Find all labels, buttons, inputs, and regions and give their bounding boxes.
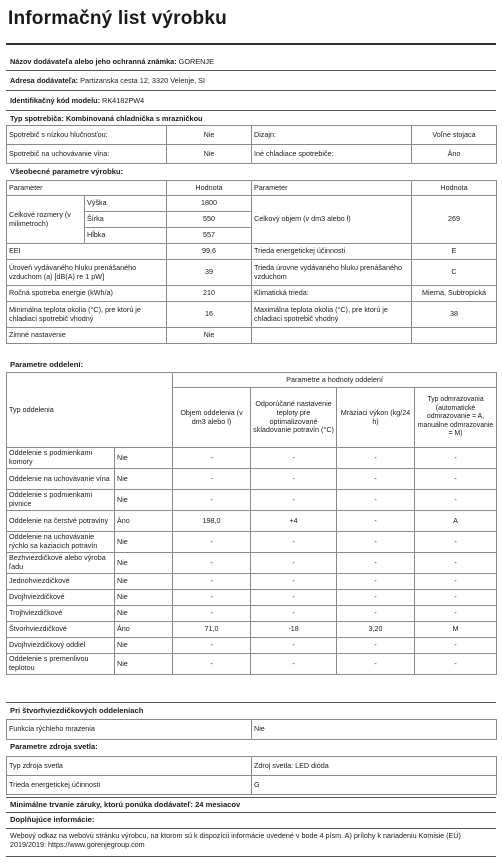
- col-header-parameter: Parameter: [252, 181, 412, 196]
- compartment-present: Nie: [115, 469, 173, 490]
- compartment-defrost-type: -: [415, 606, 497, 622]
- compartment-temperature: -: [251, 574, 337, 590]
- compartment-present: Áno: [115, 511, 173, 532]
- light-type-value: Zdroj svetla: LED dióda: [252, 757, 497, 776]
- compartment-name: Trojhviezdičkové: [7, 606, 115, 622]
- compartment-present: Nie: [115, 532, 173, 553]
- compartment-freezing-capacity: -: [337, 448, 415, 469]
- compartment-volume: -: [173, 606, 251, 622]
- cell-label: Spotrebič s nízkou hlučnosťou:: [7, 126, 167, 145]
- divider: [6, 828, 496, 829]
- compartment-freezing-capacity: -: [337, 574, 415, 590]
- table-row: [7, 490, 497, 511]
- compartment-freezing-capacity: -: [337, 654, 415, 675]
- dimension-value: 557: [167, 228, 252, 244]
- light-table: [6, 756, 497, 795]
- compartment-name: Dvojhviezdičkový oddiel: [7, 638, 115, 654]
- supplier-row: [10, 57, 214, 66]
- compartment-name: Štvorhviezdičkové: [7, 622, 115, 638]
- compartment-volume: -: [173, 553, 251, 574]
- table-row: [7, 553, 497, 574]
- col-header-value: Hodnota: [167, 181, 252, 196]
- appliance-type-label: Typ spotrebiča:: [10, 114, 64, 123]
- table-row: [7, 511, 497, 532]
- four-star-table: [6, 719, 497, 740]
- compartments-body: [7, 448, 497, 675]
- cell-value: Voľne stojaca: [412, 126, 497, 145]
- light-heading: Parametre zdroja svetla:: [10, 742, 98, 751]
- cell-value: Nie: [167, 328, 252, 344]
- compartment-name: Jednohviezdičkové: [7, 574, 115, 590]
- compartment-temperature: -: [251, 590, 337, 606]
- compartment-freezing-capacity: -: [337, 469, 415, 490]
- cell-label: Ročná spotreba energie (kWh/a): [7, 286, 167, 302]
- compartment-freezing-capacity: -: [337, 638, 415, 654]
- divider: [6, 856, 496, 857]
- compartment-name: Dvojhviezdičkové: [7, 590, 115, 606]
- divider: [6, 43, 496, 45]
- cell-label: Úroveň vydávaného hluku prenášaného vzduchom (a) [dB(A) re 1 pW]: [7, 260, 167, 286]
- table-row: [7, 448, 497, 469]
- general-parameters-table: [6, 180, 497, 344]
- table-row: [7, 654, 497, 675]
- compartment-volume: -: [173, 638, 251, 654]
- dimension-value: 550: [167, 212, 252, 228]
- compartment-temperature: +4: [251, 511, 337, 532]
- compartment-volume: 71,0: [173, 622, 251, 638]
- compartment-freezing-capacity: -: [337, 590, 415, 606]
- compartment-defrost-type: -: [415, 490, 497, 511]
- compartment-present: Áno: [115, 622, 173, 638]
- page-title: Informačný list výrobku: [8, 8, 227, 29]
- compartment-freezing-capacity: 3,20: [337, 622, 415, 638]
- divider: [6, 70, 496, 71]
- compartment-defrost-type: -: [415, 574, 497, 590]
- total-volume-value: 269: [412, 196, 497, 244]
- compartment-temperature: -: [251, 448, 337, 469]
- col-header-defrost: Typ odmrazovania (automatické odmrazovanie = A, manuálne odmrazovanie = M): [415, 388, 497, 448]
- cell-value: 16: [167, 302, 252, 328]
- model-row: [10, 96, 144, 105]
- compartment-defrost-type: A: [415, 511, 497, 532]
- compartment-volume: -: [173, 532, 251, 553]
- compartment-freezing-capacity: -: [337, 490, 415, 511]
- dimension-name: Výška: [85, 196, 167, 212]
- light-class-label: Trieda energetickej účinnosti: [7, 776, 252, 795]
- table-row: [7, 606, 497, 622]
- compartment-temperature: -: [251, 490, 337, 511]
- cell-value: E: [412, 244, 497, 260]
- col-header-group: Parametre a hodnoty oddelení: [173, 373, 497, 388]
- table-row: [7, 590, 497, 606]
- address-row: [10, 76, 205, 85]
- divider: [6, 90, 496, 91]
- compartment-defrost-type: -: [415, 638, 497, 654]
- compartment-name: Oddelenie s premenlivou teplotou: [7, 654, 115, 675]
- compartment-freezing-capacity: -: [337, 511, 415, 532]
- compartment-temperature: -: [251, 469, 337, 490]
- cell-value: 38: [412, 302, 497, 328]
- additional-heading: Doplňujúce informácie:: [10, 815, 95, 824]
- appliance-type-row: [10, 114, 202, 123]
- col-header-value: Hodnota: [412, 181, 497, 196]
- compartment-name: Oddelenie na čerstvé potraviny: [7, 511, 115, 532]
- compartment-defrost-type: -: [415, 590, 497, 606]
- appliance-type-table: [6, 125, 497, 164]
- col-header-volume: Objem oddelenia (v dm3 alebo l): [173, 388, 251, 448]
- cell-label: Trieda energetickej účinnosti: [252, 244, 412, 260]
- compartment-defrost-type: -: [415, 469, 497, 490]
- cell-value: [412, 328, 497, 344]
- light-type-label: Typ zdroja svetla: [7, 757, 252, 776]
- compartment-name: Oddelenie s podmienkami komory: [7, 448, 115, 469]
- address-label: Adresa dodávateľa:: [10, 76, 79, 85]
- cell-label: Trieda úrovne vydávaného hluku prenášaného vzduchom: [252, 260, 412, 286]
- compartment-freezing-capacity: -: [337, 532, 415, 553]
- compartment-temperature: -18: [251, 622, 337, 638]
- compartment-volume: -: [173, 574, 251, 590]
- compartment-present: Nie: [115, 654, 173, 675]
- fast-freeze-value: Nie: [252, 720, 497, 740]
- compartment-volume: -: [173, 469, 251, 490]
- compartment-present: Nie: [115, 448, 173, 469]
- compartment-present: Nie: [115, 638, 173, 654]
- compartment-defrost-type: -: [415, 448, 497, 469]
- cell-value: Áno: [412, 145, 497, 164]
- cell-value: C: [412, 260, 497, 286]
- compartment-present: Nie: [115, 490, 173, 511]
- compartment-name: Oddelenie s podmienkami pivnice: [7, 490, 115, 511]
- compartment-temperature: -: [251, 553, 337, 574]
- compartment-volume: 198,0: [173, 511, 251, 532]
- compartment-volume: -: [173, 654, 251, 675]
- table-row: [7, 622, 497, 638]
- cell-label: [252, 328, 412, 344]
- cell-label: Minimálna teplota okolia (°C), pre ktorú je chladiaci spotrebič vhodný: [7, 302, 167, 328]
- col-header-temperature: Odporúčané nastavenie teploty pre optimalizované skladovanie potravín (°C): [251, 388, 337, 448]
- dimension-name: Šírka: [85, 212, 167, 228]
- supplier-label: Názov dodávateľa alebo jeho ochranná známka:: [10, 57, 177, 66]
- dimension-name: Hĺbka: [85, 228, 167, 244]
- divider: [6, 797, 496, 798]
- compartments-table: [6, 372, 497, 675]
- address-value: Partizanska cesta 12, 3320 Velenje, SI: [80, 76, 206, 85]
- cell-label: Iné chladiace spotrebiče:: [252, 145, 412, 164]
- supplier-value: GORENJE: [178, 57, 214, 66]
- cell-label: Spotrebič na uchovávanie vína:: [7, 145, 167, 164]
- compartment-name: Oddelenie na uchovávanie vína: [7, 469, 115, 490]
- table-row: [7, 532, 497, 553]
- cell-value: Nie: [167, 126, 252, 145]
- fast-freeze-label: Funkcia rýchleho mrazenia: [7, 720, 252, 740]
- cell-value: Nie: [167, 145, 252, 164]
- cell-label: EEI: [7, 244, 167, 260]
- cell-label: Zimné nastavenie: [7, 328, 167, 344]
- compartment-temperature: -: [251, 532, 337, 553]
- dimension-value: 1800: [167, 196, 252, 212]
- general-heading: Všeobecné parametre výrobku:: [10, 167, 124, 176]
- total-volume-label: Celkový objem (v dm3 alebo l): [252, 196, 412, 244]
- divider: [6, 702, 496, 703]
- divider: [6, 812, 496, 813]
- compartment-present: Nie: [115, 553, 173, 574]
- warranty-text: Minimálne trvanie záruky, ktorú ponúka dodávateľ: 24 mesiacov: [10, 800, 241, 809]
- cell-label: Dizajn:: [252, 126, 412, 145]
- divider: [6, 110, 496, 111]
- compartment-temperature: -: [251, 606, 337, 622]
- compartment-present: Nie: [115, 574, 173, 590]
- compartment-present: Nie: [115, 590, 173, 606]
- cell-value: 99,6: [167, 244, 252, 260]
- cell-value: 39: [167, 260, 252, 286]
- compartments-heading: Parametre oddelení:: [10, 360, 84, 369]
- compartment-freezing-capacity: -: [337, 553, 415, 574]
- compartment-defrost-type: -: [415, 532, 497, 553]
- light-class-value: G: [252, 776, 497, 795]
- table-row: [7, 638, 497, 654]
- compartment-freezing-capacity: -: [337, 606, 415, 622]
- col-header-parameter: Parameter: [7, 181, 167, 196]
- cell-value: 210: [167, 286, 252, 302]
- cell-label: Klimatická trieda:: [252, 286, 412, 302]
- compartment-defrost-type: -: [415, 553, 497, 574]
- table-row: [7, 469, 497, 490]
- additional-text: Webový odkaz na webovú stránku výrobcu, na ktorom sú k dispozícii informácie uvedené v bode 4 písm. A) prílohy k nariadeniu Komisie (EÚ) 2019/2019: https://www.gorenjegroup.com: [10, 831, 461, 850]
- appliance-type-value: Kombinovaná chladnička s mrazničkou: [65, 114, 203, 123]
- compartment-name: Oddelenie na uchovávanie rýchlo sa kaziacich potravín: [7, 532, 115, 553]
- model-label: Identifikačný kód modelu:: [10, 96, 101, 105]
- compartment-present: Nie: [115, 606, 173, 622]
- cell-value: Mierna, Subtropická: [412, 286, 497, 302]
- table-row: [7, 574, 497, 590]
- four-star-heading: Pri štvorhviezdičkových oddeleniach: [10, 706, 144, 715]
- compartment-volume: -: [173, 448, 251, 469]
- compartment-volume: -: [173, 490, 251, 511]
- compartment-temperature: -: [251, 638, 337, 654]
- col-header-freezing: Mraziaci výkon (kg/24 h): [337, 388, 415, 448]
- compartment-name: Bezhviezdičkové alebo výroba ľadu: [7, 553, 115, 574]
- compartment-volume: -: [173, 590, 251, 606]
- compartment-defrost-type: -: [415, 654, 497, 675]
- model-value: RK4182PW4: [102, 96, 145, 105]
- compartment-defrost-type: M: [415, 622, 497, 638]
- cell-label: Maximálna teplota okolia (°C), pre ktorú je chladiaci spotrebič vhodný: [252, 302, 412, 328]
- compartment-temperature: -: [251, 654, 337, 675]
- col-header-type: Typ oddelenia: [7, 373, 173, 448]
- dimensions-label: Celkové rozmery (v milimetroch): [7, 196, 85, 244]
